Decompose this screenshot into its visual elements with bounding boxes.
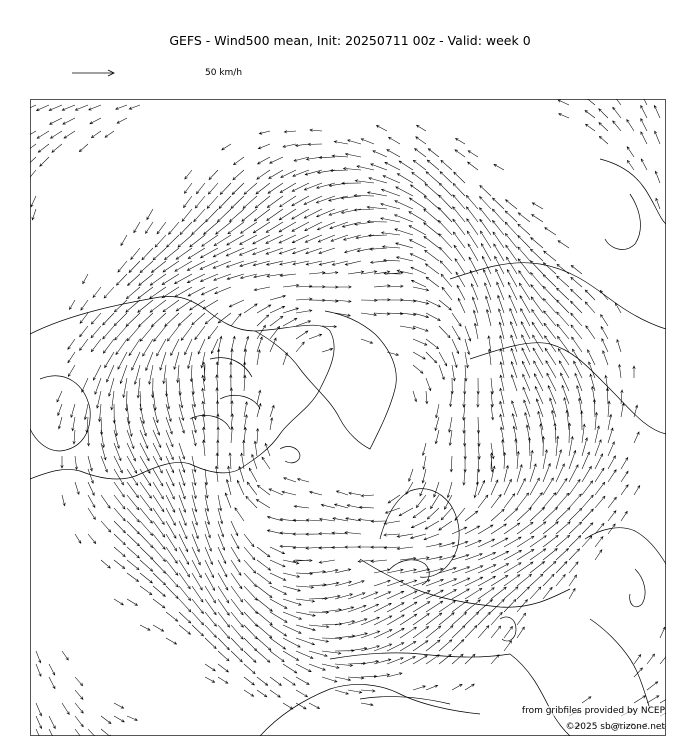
source-credit: from gribfiles provided by NCEP: [521, 706, 665, 716]
reference-wind-arrow: [70, 66, 120, 80]
reference-speed-label: 50 km/h: [205, 68, 243, 78]
map-title: GEFS - Wind500 mean, Init: 20250711 00z - Valid: week 0: [169, 33, 531, 48]
copyright-credit: ©2025 sb@rizone.net: [565, 722, 665, 732]
wind-map: [30, 99, 666, 736]
map-frame: [31, 100, 666, 736]
wind-map-canvas: [30, 99, 666, 736]
